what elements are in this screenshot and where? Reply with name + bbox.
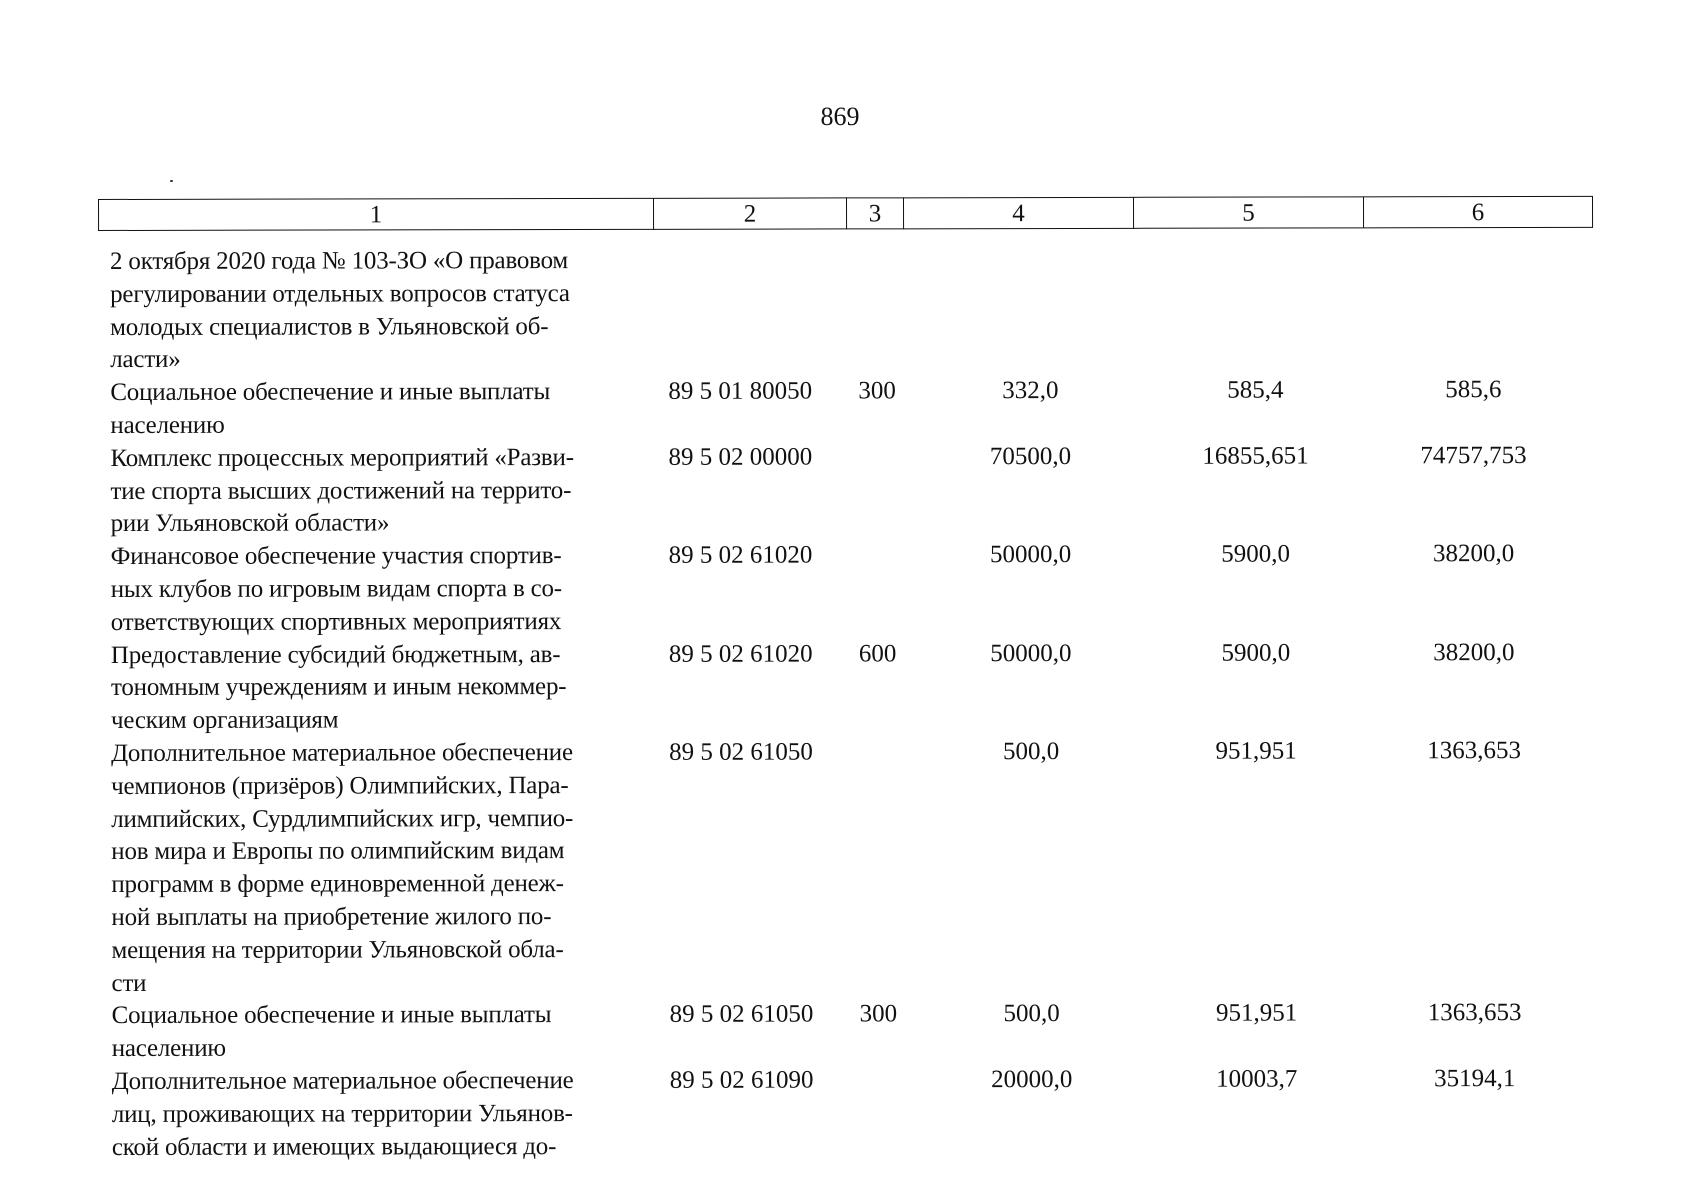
row-value-col4: 500,0: [1003, 1000, 1060, 1028]
description-line: Дополнительное материальное обеспечение: [111, 738, 573, 767]
row-code: 89 5 02 61050: [669, 738, 813, 766]
header-col-4: 4: [903, 197, 1133, 229]
row-value-col4: 50000,0: [989, 541, 1072, 569]
description-line: чемпионов (призёров) Олимпийских, Пара-: [111, 771, 569, 800]
description-line: тие спорта высших достижений на террито-: [110, 476, 572, 505]
row-value-col6: 38200,0: [1433, 638, 1515, 666]
description-line: мещения на территории Ульяновской обла-: [111, 935, 564, 964]
description-line: ласти»: [110, 346, 181, 374]
row-value-col5: 951,951: [1215, 737, 1297, 765]
description-line: Комплекс процессных мероприятий «Разви-: [110, 443, 574, 472]
header-col-5: 5: [1133, 196, 1363, 228]
row-code: 89 5 02 61020: [668, 640, 813, 668]
row-value-col5: 585,4: [1227, 376, 1284, 404]
row-description: [110, 442, 642, 542]
header-col-1: 1: [98, 198, 653, 231]
row-value-col6: 1363,653: [1427, 736, 1521, 765]
description-line: населению: [111, 1034, 226, 1063]
row-description: [112, 999, 644, 1066]
description-line: населению: [110, 411, 225, 439]
description-line: нов мира и Европы по олимпийским видам: [111, 837, 565, 866]
row-value-col4: 50000,0: [990, 639, 1072, 667]
description-line: регулировании отдельных вопросов статуса: [110, 279, 570, 308]
description-line: сти: [111, 969, 147, 997]
header-col-3: 3: [846, 197, 903, 229]
header-col-2: 2: [653, 197, 846, 229]
description-line: Социальное обеспечение и иные выплаты: [110, 378, 551, 407]
row-value-col4: 70500,0: [989, 442, 1072, 470]
row-expense-type: 600: [858, 639, 897, 667]
description-line: рии Ульяновской области»: [110, 509, 390, 538]
row-value-col5: 5900,0: [1221, 639, 1291, 667]
row-expense-type: 300: [859, 1000, 898, 1028]
table-body: [110, 243, 1612, 1164]
description-line: 2 октября 2020 года № 103-ЗО «О правовом: [110, 247, 569, 275]
description-line: лимпийских, Сурдлимпийских игр, чемпио-: [111, 804, 574, 833]
table-row: [111, 538, 1611, 640]
description-line: Дополнительное материальное обеспечение: [111, 1066, 574, 1095]
row-description: [111, 737, 644, 1000]
table-row: [112, 1063, 1612, 1165]
scan-speck: [170, 180, 173, 182]
description-line: ответствующих спортивных мероприятиях: [110, 607, 562, 636]
row-code: 89 5 02 61020: [668, 541, 813, 570]
row-value-col6: 74757,753: [1420, 441, 1527, 470]
row-description: [111, 638, 643, 738]
table-row: [110, 440, 1610, 542]
description-line: Предоставление субсидий бюджетным, ав-: [110, 640, 561, 669]
row-value-col5: 951,951: [1215, 999, 1298, 1028]
description-line: тономным учреждениям и иным некоммер-: [110, 673, 567, 702]
row-value-col5: 10003,7: [1216, 1065, 1298, 1093]
description-line: ческим организациям: [110, 706, 339, 735]
row-value-col4: 332,0: [1002, 377, 1059, 405]
row-value-col6: 38200,0: [1432, 540, 1515, 568]
row-description: [110, 376, 642, 443]
description-line: лиц, проживающих на территории Ульянов-: [111, 1099, 573, 1128]
description-line: программ в форме единовременной денеж-: [111, 870, 564, 899]
table-row: [112, 997, 1612, 1066]
row-value-col4: 500,0: [1002, 737, 1060, 766]
table-row: [110, 374, 1610, 443]
row-expense-type: 300: [858, 377, 896, 405]
row-code: 89 5 01 80050: [668, 377, 813, 406]
description-line: ской области и имеющих выдающиеся до-: [111, 1132, 557, 1161]
row-code: 89 5 02 61050: [669, 1000, 814, 1029]
table-header: [98, 196, 1598, 233]
row-value-col5: 16855,651: [1202, 442, 1309, 470]
table-row: [111, 735, 1612, 1001]
row-value-col4: 20000,0: [991, 1065, 1073, 1094]
header-col-6: 6: [1363, 196, 1593, 228]
row-value-col6: 585,6: [1445, 376, 1502, 404]
row-code: 89 5 02 61090: [669, 1066, 814, 1094]
table-row: [110, 243, 1610, 377]
row-value-col5: 5900,0: [1221, 540, 1291, 568]
row-description: [110, 245, 642, 377]
description-line: Социальное обеспечение и иные выплаты: [111, 1001, 552, 1030]
row-value-col6: 1363,653: [1427, 999, 1522, 1027]
description-line: ной выплаты на приобретение жилого по-: [111, 903, 552, 931]
page-number: 869: [820, 102, 860, 131]
row-description: [111, 540, 643, 640]
row-description: [112, 1065, 644, 1165]
row-code: 89 5 02 00000: [668, 443, 813, 471]
table-row: [111, 636, 1611, 738]
description-line: ных клубов по игровым видам спорта в со-: [110, 575, 562, 603]
description-line: молодых специалистов в Ульяновской об-: [110, 312, 549, 341]
row-value-col6: 35194,1: [1434, 1064, 1516, 1093]
description-line: Финансовое обеспечение участия спортив-: [110, 542, 562, 571]
